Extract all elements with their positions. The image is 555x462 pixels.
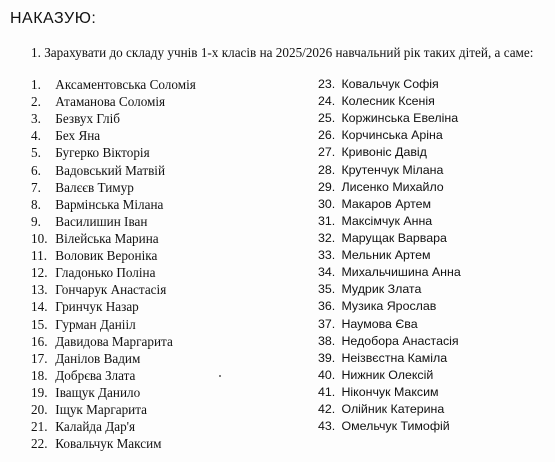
student-name: Лисенко Михайло (341, 179, 444, 194)
student-entry (318, 196, 548, 213)
student-name: Гончарук Анастасія (55, 282, 167, 298)
student-name: Марущак Варвара (341, 230, 447, 245)
student-name: Аксаментовська Соломія (55, 77, 196, 92)
student-entry (318, 281, 548, 298)
student-name: Данілов Вадим (55, 350, 141, 366)
entry-number: 20. (31, 402, 48, 418)
student-name: Атаманова Соломія (55, 94, 166, 110)
student-name: Ковальчук Софія (341, 77, 439, 91)
entry-number: 29. (318, 179, 336, 194)
student-entry (31, 127, 296, 144)
student-entry (31, 401, 296, 418)
entry-number: 27. (318, 145, 336, 160)
student-name: Макаров Артем (341, 196, 432, 211)
student-entry (318, 316, 548, 333)
order-clause-1: 1. Зарахувати до складу учнів 1-х класів на 2025/2026 навчальний рік таких дітей, а саме: (31, 45, 534, 60)
student-name: Нижник Олексій (341, 367, 434, 382)
student-name: Ковальчук Максим (55, 436, 162, 452)
entry-number: 37. (318, 316, 336, 331)
student-name: Вармінська Мілана (55, 196, 164, 212)
student-entry (31, 333, 296, 350)
entry-number: 21. (31, 419, 48, 435)
student-entry (318, 384, 548, 401)
entry-number: 39. (318, 350, 336, 365)
entry-number: 26. (318, 128, 336, 143)
student-entry (31, 316, 296, 333)
student-name: Олійник Катерина (341, 402, 445, 417)
entry-number: 28. (318, 162, 336, 177)
student-name: Неізвєстна Каміла (341, 350, 448, 365)
student-name: Коржинська Евеліна (341, 111, 459, 126)
student-name: Гринчук Назар (55, 299, 139, 315)
student-entry (318, 298, 548, 315)
order-heading: НАКАЗУЮ: (10, 10, 97, 27)
entry-number: 30. (318, 196, 336, 211)
student-entry (31, 350, 296, 367)
student-entry (318, 144, 548, 161)
student-entry (318, 76, 548, 93)
student-name: Гурман Данііл (55, 316, 136, 332)
student-entry (31, 367, 296, 384)
student-entry (318, 418, 548, 435)
entry-number: 38. (318, 333, 336, 348)
entry-number: 14. (31, 299, 48, 315)
entry-number: 32. (318, 230, 336, 245)
entry-number: 11. (31, 248, 47, 264)
student-entry (318, 110, 548, 127)
student-entry (318, 401, 548, 418)
student-entry (31, 264, 296, 281)
student-entry (31, 144, 296, 161)
entry-number: 3. (31, 111, 41, 127)
entry-number: 16. (31, 333, 48, 349)
student-name: Добрєва Злата (55, 367, 136, 383)
entry-number: 15. (31, 316, 48, 332)
student-name: Максімчук Анна (341, 213, 433, 228)
entry-number: 2. (31, 94, 41, 110)
student-name: Кривоніс Давід (341, 145, 427, 160)
student-entry (318, 230, 548, 247)
entry-number: 1. (31, 77, 41, 92)
student-name: Валєєв Тимур (55, 179, 134, 195)
student-entry (31, 196, 296, 213)
student-name: Воловик Вероніка (55, 248, 158, 264)
student-name: Михальчишина Анна (341, 265, 461, 280)
student-entry (31, 230, 296, 247)
entry-number: 43. (318, 419, 336, 434)
student-entry (31, 247, 296, 264)
entry-number: 25. (318, 111, 336, 126)
student-entry (318, 162, 548, 179)
student-name: Гладонько Поліна (55, 265, 156, 281)
student-entry (31, 93, 296, 110)
student-name: Недобора Анастасія (341, 333, 459, 348)
entry-number: 6. (31, 162, 41, 178)
entry-number: 8. (31, 196, 41, 212)
student-entry (31, 298, 296, 315)
entry-number: 36. (318, 299, 336, 314)
student-entry (31, 76, 296, 93)
entry-number: 24. (318, 94, 336, 109)
entry-number: 18. (31, 367, 48, 383)
student-name: Василишин Іван (55, 213, 148, 229)
student-name: Нікончук Максим (341, 384, 439, 399)
student-entry (318, 179, 548, 196)
student-name: Мудрик Злата (341, 282, 422, 297)
student-entry (318, 350, 548, 367)
student-name: Наумова Єва (341, 316, 418, 331)
entry-number: 41. (318, 384, 336, 399)
student-entry (318, 264, 548, 281)
student-entry (31, 179, 296, 196)
student-name: Вадовський Матвій (55, 162, 166, 178)
entry-number: 40. (318, 367, 336, 382)
student-name: Давидова Маргарита (55, 333, 173, 349)
entry-number: 7. (31, 179, 41, 195)
entry-number: 12. (31, 265, 48, 281)
entry-number: 9. (31, 213, 41, 229)
student-entry (31, 281, 296, 298)
student-entry (31, 435, 296, 452)
student-name: Омельчук Тимофій (341, 419, 450, 434)
entry-number: 31. (318, 213, 336, 228)
student-name: Музика Ярослав (341, 299, 437, 314)
student-entry (318, 127, 548, 144)
student-name: Вілейська Марина (55, 230, 159, 246)
student-name: Іщук Маргарита (55, 402, 148, 418)
student-entry (318, 333, 548, 350)
entry-number: 17. (31, 350, 48, 366)
student-entry (31, 110, 296, 127)
student-entry (318, 93, 548, 110)
student-name: Крутенчук Мілана (341, 162, 444, 177)
student-entry (31, 384, 296, 401)
entry-number: 42. (318, 402, 336, 417)
student-entry (31, 418, 296, 435)
entry-number: 22. (31, 436, 48, 452)
entry-number: 4. (31, 128, 41, 144)
student-name: Колесник Ксенія (341, 94, 435, 109)
student-name: Мельник Артем (341, 248, 431, 263)
entry-number: 13. (31, 282, 48, 298)
entry-number: 23. (318, 77, 336, 91)
student-list-left (31, 76, 296, 452)
student-name: Корчинська Аріна (341, 128, 443, 143)
entry-number: 19. (31, 384, 48, 400)
entry-number: 35. (318, 282, 336, 297)
student-entry (318, 213, 548, 230)
student-entry (31, 213, 296, 230)
entry-number: 10. (31, 230, 48, 246)
student-entry (318, 247, 548, 264)
student-list-right (318, 76, 548, 435)
student-entry (31, 162, 296, 179)
entry-number: 5. (31, 145, 41, 161)
entry-number: 33. (318, 248, 336, 263)
student-name: Бех Яна (55, 128, 101, 144)
student-entry (318, 367, 548, 384)
student-name: Безвух Гліб (55, 111, 120, 127)
entry-number: 34. (318, 265, 336, 280)
scan-speck (219, 375, 221, 377)
student-name: Бугерко Вікторія (55, 145, 150, 161)
student-name: Калайда Дар'я (55, 419, 136, 435)
student-name: Іващук Данило (55, 384, 141, 400)
